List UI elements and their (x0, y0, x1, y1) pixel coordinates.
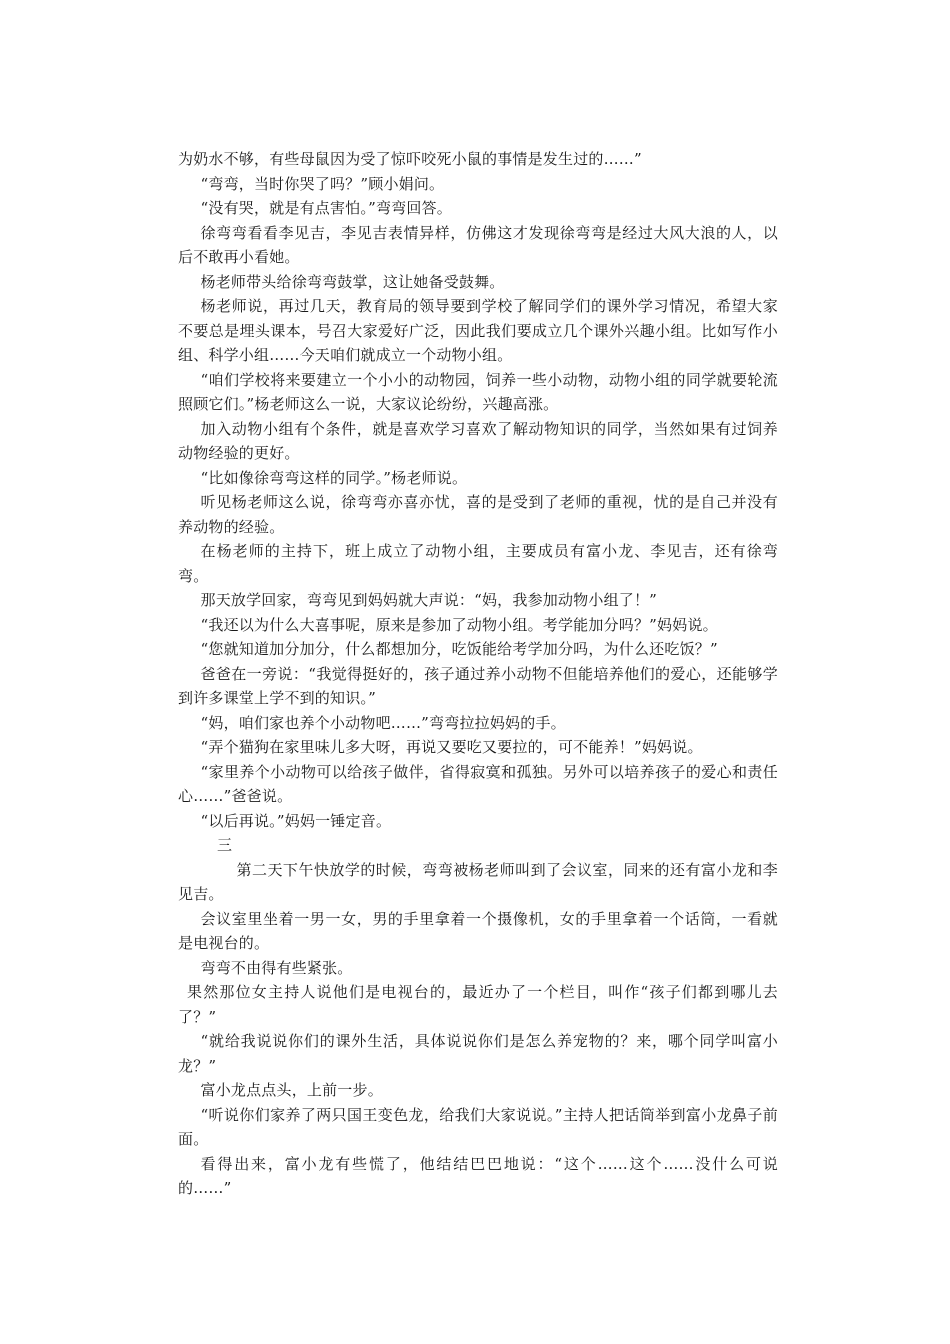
paragraph: 富小龙点点头，上前一步。 (200, 1081, 383, 1099)
paragraph: “您就知道加分加分，什么都想加分，吃饭能给考学加分吗，为什么还吃饭？” (200, 640, 718, 658)
section-heading: 三 (217, 836, 233, 854)
paragraph: “弯弯，当时你哭了吗？”顾小娟问。 (200, 174, 445, 193)
paragraph: “咱们学校将来要建立一个小小的动物园，饲养一些小动物，动物小组的同学就要轮流照顾它们。”杨老师这么一说，大家议论纷纷，兴趣高涨。 (178, 370, 778, 413)
paragraph: 徐弯弯看看李见吉，李见吉表情异样，仿佛这才发现徐弯弯是经过大风大浪的人，以后不敢再小看她。 (178, 223, 778, 266)
paragraph: “没有哭，就是有点害怕。”弯弯回答。 (200, 199, 452, 217)
paragraph: “弄个猫狗在家里味儿多大呀，再说又要吃又要拉的，可不能养！”妈妈说。 (200, 738, 703, 756)
paragraph: “听说你们家养了两只国王变色龙，给我们大家说说。”主持人把话筒举到富小龙鼻子前面。 (178, 1105, 778, 1148)
paragraph: 为奶水不够，有些母鼠因为受了惊吓咬死小鼠的事情是发生过的……” (178, 150, 642, 168)
paragraph: “妈，咱们家也养个小动物吧……”弯弯拉拉妈妈的手。 (200, 713, 566, 732)
paragraph: 爸爸在一旁说：“我觉得挺好的，孩子通过养小动物不但能培养他们的爱心，还能够学到许多课堂上学不到的知识。” (178, 664, 778, 707)
paragraph: “家里养个小动物可以给孩子做伴，省得寂寞和孤独。另外可以培养孩子的爱心和责任心……”爸爸说。 (178, 762, 778, 805)
paragraph: 那天放学回家，弯弯见到妈妈就大声说：“妈，我参加动物小组了！” (200, 591, 658, 609)
document-page (178, 147, 778, 1201)
paragraph: 加入动物小组有个条件，就是喜欢学习喜欢了解动物知识的同学，当然如果有过饲养动物经验的更好。 (178, 419, 778, 462)
paragraph: 果然那位女主持人说他们是电视台的，最近办了一个栏目，叫作“孩子们都到哪儿去了？” (178, 983, 778, 1026)
paragraph: 杨老师说，再过几天，教育局的领导要到学校了解同学们的课外学习情况，希望大家不要总是埋头课本，号召大家爱好广泛，因此我们要成立几个课外兴趣小组。比如写作小组、科学小组……今天咱们就成立一个动物小组。 (178, 297, 778, 364)
paragraph: 听见杨老师这么说，徐弯弯亦喜亦忧，喜的是受到了老师的重视，忧的是自己并没有养动物的经验。 (178, 493, 778, 536)
paragraph: “以后再说。”妈妈一锤定音。 (200, 811, 392, 830)
paragraph: “就给我说说你们的课外生活，具体说说你们是怎么养宠物的？来，哪个同学叫富小龙？” (178, 1032, 778, 1075)
paragraph: “比如像徐弯弯这样的同学。”杨老师说。 (200, 468, 468, 487)
paragraph: 会议室里坐着一男一女，男的手里拿着一个摄像机，女的手里拿着一个话筒，一看就是电视台的。 (178, 909, 778, 952)
paragraph: 杨老师带头给徐弯弯鼓掌，这让她备受鼓舞。 (200, 272, 505, 291)
paragraph: “我还以为什么大喜事呢，原来是参加了动物小组。考学能加分吗？”妈妈说。 (200, 615, 718, 634)
paragraph: 在杨老师的主持下，班上成立了动物小组，主要成员有富小龙、李见吉，还有徐弯弯。 (178, 542, 778, 585)
paragraph: 弯弯不由得有些紧张。 (200, 958, 353, 977)
paragraph: 第二天下午快放学的时候，弯弯被杨老师叫到了会议室，同来的还有富小龙和李见吉。 (178, 860, 778, 903)
paragraph: 看得出来，富小龙有些慌了，他结结巴巴地说：“这个……这个……没什么可说的……” (178, 1154, 778, 1197)
